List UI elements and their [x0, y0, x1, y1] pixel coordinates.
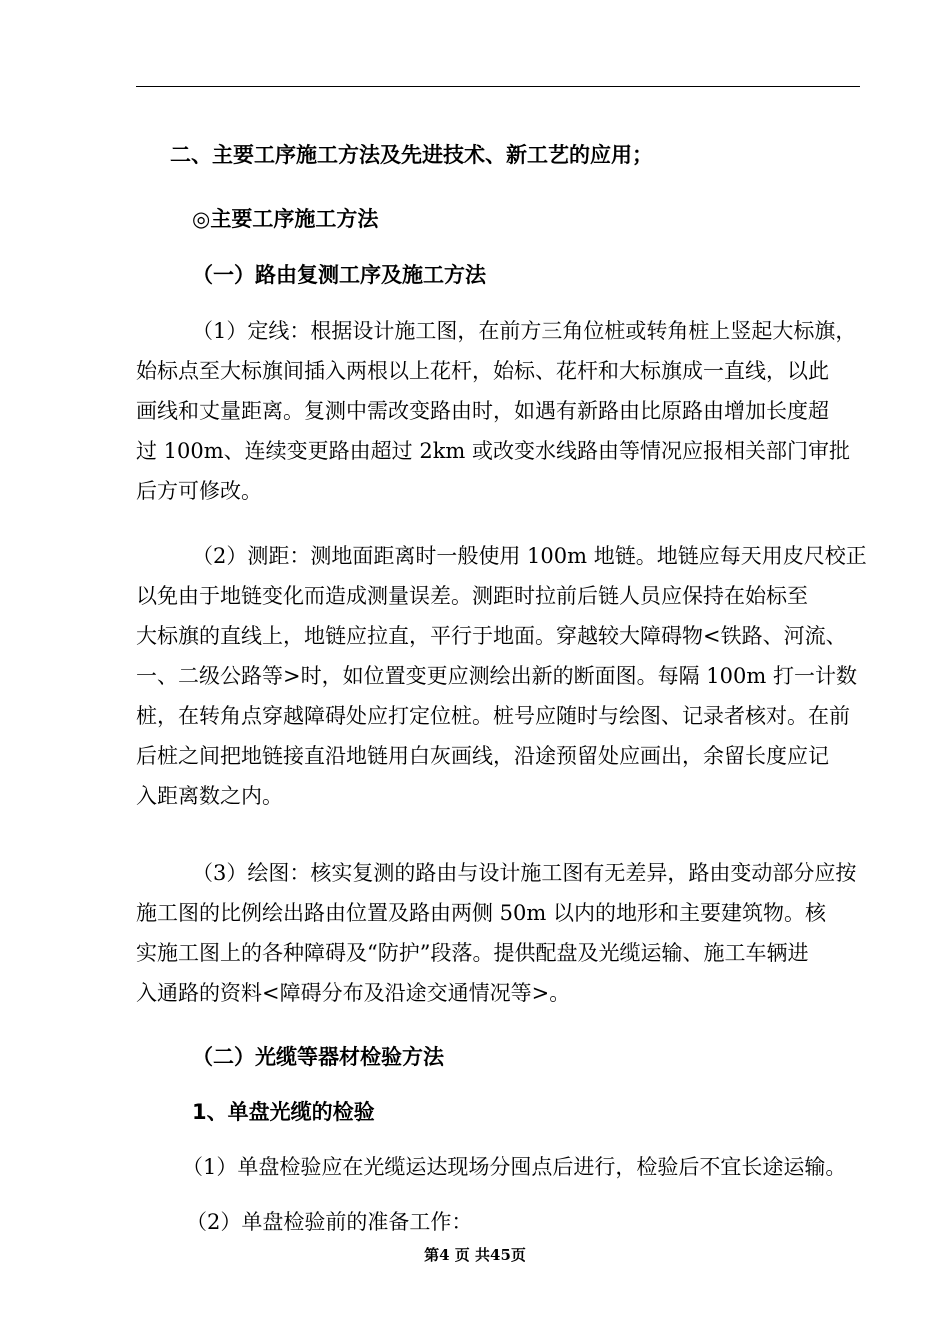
text-line: 入通路的资料<障碍分布及沿途交通情况等>。 — [136, 981, 571, 1005]
text-line: （1）定线：根据设计施工图，在前方三角位桩或转角桩上竖起大标旗， — [192, 319, 857, 343]
footer-mid: 页 共 — [454, 1246, 491, 1264]
subsection-title: 1、单盘光缆的检验 — [192, 1100, 375, 1124]
main-heading: 二、主要工序施工方法及先进技术、新工艺的应用； — [170, 143, 653, 167]
paragraph-routing-line — [136, 311, 860, 511]
text-line: 以免由于地链变化而造成测量误差。测距时拉前后链人员应保持在始标至 — [136, 584, 808, 608]
section1-title: （一）路由复测工序及施工方法 — [192, 263, 486, 287]
text-line: 桩，在转角点穿越障碍处应打定位桩。桩号应随时与绘图、记录者核对。在前 — [136, 704, 850, 728]
text-line: 后桩之间把地链接直沿地链用白灰画线，沿途预留处应画出，余留长度应记 — [136, 744, 829, 768]
paragraph-distance-measure — [136, 536, 867, 816]
header-rule — [136, 86, 860, 87]
text-line: 始标点至大标旗间插入两根以上花杆，始标、花杆和大标旗成一直线，以此 — [136, 359, 829, 383]
text-line: 大标旗的直线上，地链应拉直，平行于地面。穿越较大障碍物<铁路、河流、 — [136, 624, 847, 648]
text-line: 实施工图上的各种障碍及“防护”段落。提供配盘及光缆运输、施工车辆进 — [136, 941, 809, 965]
text-line: 画线和丈量距离。复测中需改变路由时，如遇有新路由比原路由增加长度超 — [136, 399, 829, 423]
sub-heading: ◎主要工序施工方法 — [192, 207, 379, 231]
total-pages: 45 — [490, 1246, 511, 1264]
page-footer — [0, 1244, 950, 1265]
footer-suffix: 页 — [510, 1246, 526, 1264]
list-item: （2）单盘检验前的准备工作： — [186, 1210, 473, 1234]
page-number: 4 — [439, 1246, 450, 1264]
list-item: （1）单盘检验应在光缆运达现场分囤点后进行，检验后不宜长途运输。 — [182, 1155, 847, 1179]
text-line: 施工图的比例绘出路由位置及路由两侧 50m 以内的地形和主要建筑物。核 — [136, 901, 826, 925]
section2-title: （二）光缆等器材检验方法 — [192, 1045, 444, 1069]
text-line: （3）绘图：核实复测的路由与设计施工图有无差异，路由变动部分应按 — [192, 861, 857, 885]
paragraph-drawing — [136, 853, 860, 1013]
text-line: 一、二级公路等>时，如位置变更应测绘出新的断面图。每隔 100m 打一计数 — [136, 664, 857, 688]
text-line: 入距离数之内。 — [136, 784, 283, 808]
text-line: （2）测距：测地面距离时一般使用 100m 地链。地链应每天用皮尺校正 — [192, 544, 867, 568]
text-line: 后方可修改。 — [136, 479, 262, 503]
text-line: 过 100m、连续变更路由超过 2km 或改变水线路由等情况应报相关部门审批 — [136, 439, 851, 463]
footer-prefix: 第 — [424, 1246, 440, 1264]
